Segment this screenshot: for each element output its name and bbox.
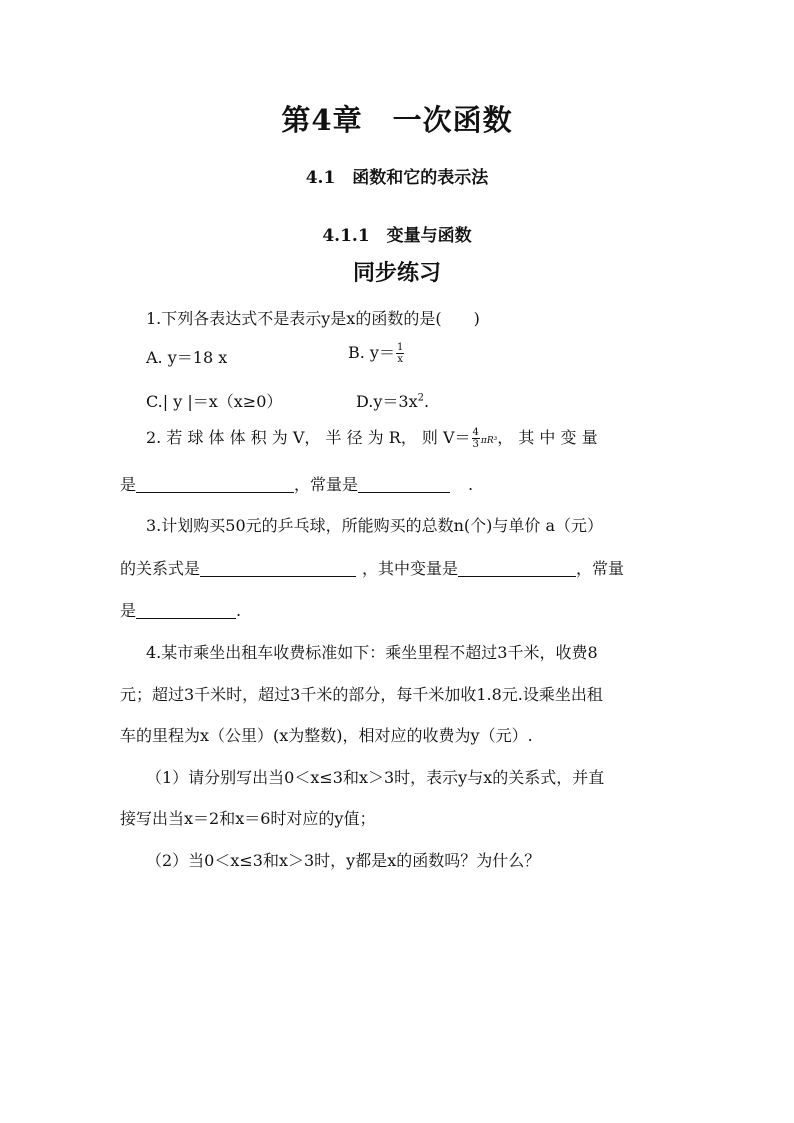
q3-line2-prefix: 的关系式是: [120, 559, 201, 578]
q2-constant-blank[interactable]: [358, 475, 450, 493]
q3-line2-end: ，常量: [576, 559, 625, 578]
q2-formula-tail: πR³: [480, 436, 498, 446]
subsection-title: 4.1.1 变量与函数: [322, 226, 472, 246]
q2-prefix: 2. 若 球 体 体 积 为 V， 半 径 为 R， 则 V＝: [146, 428, 471, 447]
q1-option-d-suffix: .: [423, 392, 430, 411]
q1-option-d-prefix: D.y＝3x: [356, 392, 418, 411]
q1-option-b-denominator: x: [397, 354, 403, 365]
q4-sub2: （2）当0＜x≤3和x＞3时，y都是x的函数吗？为什么？: [146, 851, 541, 870]
section-title: 4.1 函数和它的表示法: [305, 168, 489, 188]
q3-line2-mid: ，其中变量是: [362, 559, 459, 578]
q1-option-d: [356, 389, 429, 412]
q2-line1: [146, 425, 598, 450]
q1-option-c: C.| y |＝x（x≥0）: [146, 392, 283, 411]
q3-line2: [120, 556, 624, 579]
q3-line3-prefix: 是: [120, 601, 137, 620]
q3-line1: 3.计划购买50元的乒乓球，所能购买的总数n(个)与单价 a（元）: [146, 516, 604, 535]
q4-line2: 元；超过3千米时，超过3千米的部分，每千米加收1.8元.设乘坐出租: [120, 685, 603, 704]
q4-line1: 4.某市乘坐出租车收费标准如下：乘坐里程不超过3千米，收费8: [146, 643, 598, 662]
q2-fraction: [472, 427, 480, 450]
q4-sub1-line1: （1）请分别写出当0＜x≤3和x＞3时，表示y与x的关系式，并直: [146, 768, 605, 787]
q1-option-d-exponent: 2: [417, 392, 424, 404]
q1-option-b: [348, 340, 405, 365]
q3-relation-blank[interactable]: [200, 559, 356, 577]
q1-option-b-numerator: 1: [396, 342, 404, 353]
q1-option-b-prefix: B. y＝: [348, 343, 395, 362]
q4-line3: 车的里程为x（公里）(x为整数)，相对应的收费为y（元）.: [120, 726, 533, 745]
chapter-title: 第4章 一次函数: [281, 103, 513, 137]
q3-line3-end: .: [236, 601, 242, 620]
q2-line2: [120, 472, 473, 495]
q2-fraction-denominator: 3: [472, 439, 479, 450]
q2-fraction-numerator: 4: [472, 427, 479, 438]
q1-option-a: A. y＝18 x: [146, 348, 228, 367]
q2-line2-prefix: 是: [120, 475, 137, 494]
exercise-title: 同步练习: [352, 260, 441, 286]
q2-line2-end: .: [468, 475, 474, 494]
q2-suffix: ， 其 中 变 量: [497, 428, 598, 447]
q2-line2-mid: ，常量是: [294, 475, 359, 494]
q3-variable-blank[interactable]: [458, 559, 576, 577]
q2-variable-blank[interactable]: [136, 475, 294, 493]
q4-sub1-line2: 接写出当x＝2和x＝6时对应的y值；: [120, 809, 376, 828]
q1-stem: 1.下列各表达式不是表示y是x的函数的是( ): [146, 309, 480, 328]
q3-constant-blank[interactable]: [136, 601, 236, 619]
q1-option-b-fraction: [396, 342, 404, 365]
q3-line3: [120, 598, 241, 621]
